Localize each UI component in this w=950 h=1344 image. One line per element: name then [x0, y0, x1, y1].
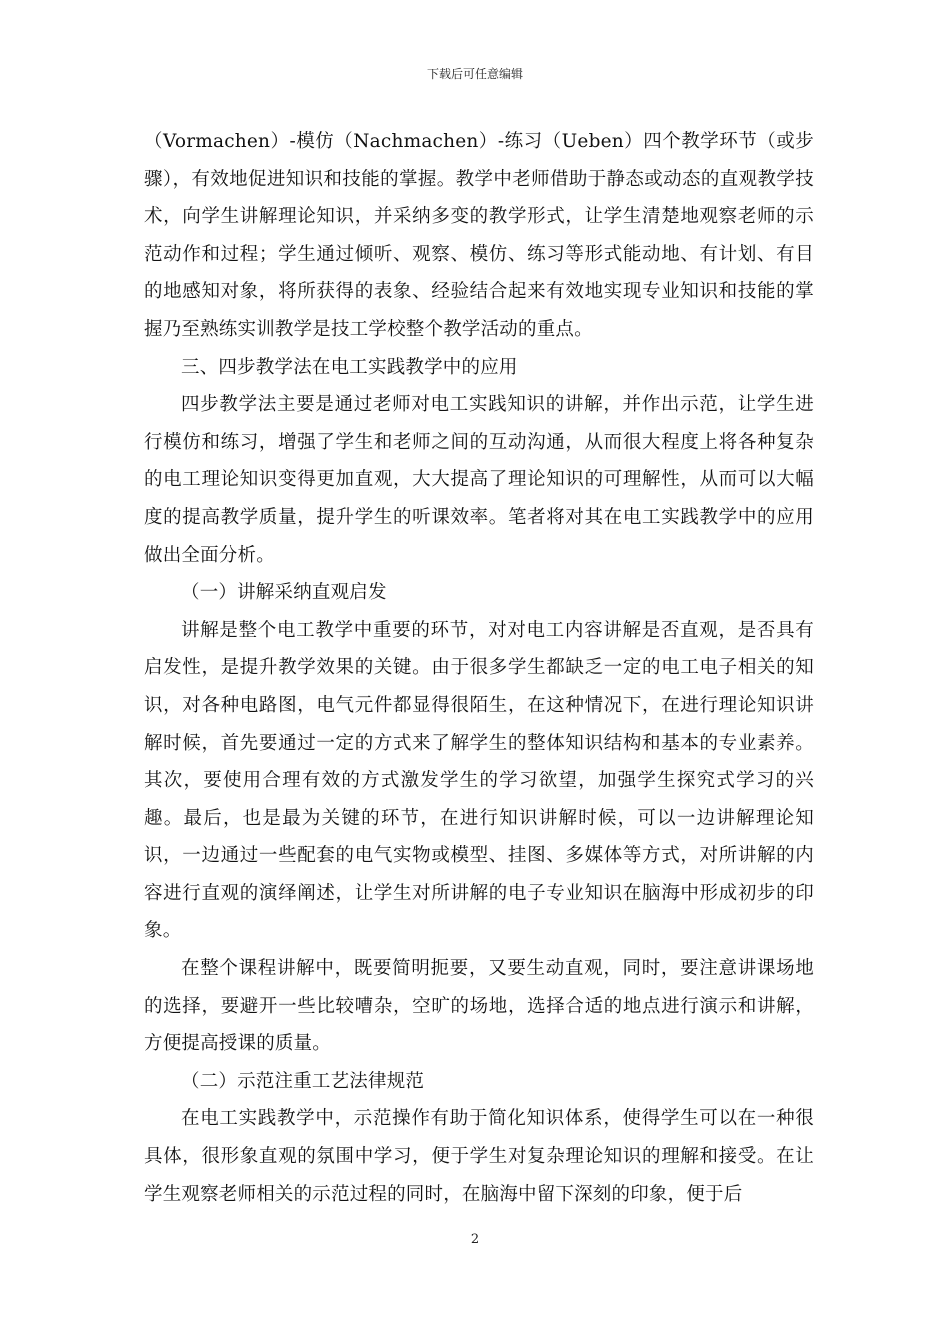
- subsection-heading-2: （二）示范注重工艺法律规范: [181, 1070, 425, 1092]
- subsection-heading-1: （一）讲解采纳直观启发: [181, 582, 387, 604]
- paragraph-section-intro: 四步教学法主要是通过老师对电工实践知识的讲解，并作出示范，让学生进行模仿和练习，增强了学生和老师之间的互动沟通，从而很大程度上将各种复杂的电工理论知识变得更加直观，大大提高了理论知识的可理解性，从而可以大幅度的提高教学质量，提升学生的听课效率。笔者将对其在电工实践教学中的应用做出全面分析。: [144, 394, 814, 566]
- paragraph-explanation: 讲解是整个电工教学中重要的环节，对对电工内容讲解是否直观，是否具有启发性，是提升教学效果的关键。由于很多学生都缺乏一定的电工电子相关的知识，对各种电路图，电气元件都显得很陌生，在这种情况下，在进行理论知识讲解时候，首先要通过一定的方式来了解学生的整体知识结构和基本的专业素养。其次，要使用合理有效的方式激发学生的学习欲望，加强学生探究式学习的兴趣。最后，也是最为关键的环节，在进行知识讲解时候，可以一边讲解理论知识，一边通过一些配套的电气实物或模型、挂图、多媒体等方式，对所讲解的内容进行直观的演绎阐述，让学生对所讲解的电子专业知识在脑海中形成初步的印象。: [144, 619, 814, 942]
- page-header: 下载后可任意编辑: [426, 67, 523, 81]
- paragraph-demonstration: 在电工实践教学中，示范操作有助于简化知识体系，使得学生可以在一种很具体，很形象直观的氛围中学习，便于学生对复杂理论知识的理解和接受。在让学生观察老师相关的示范过程的同时，在脑海中留下深刻的印象，便于后: [144, 1108, 814, 1205]
- page-number: 2: [470, 1232, 480, 1247]
- paragraph-course-explanation: 在整个课程讲解中，既要简明扼要，又要生动直观，同时，要注意讲课场地的选择，要避开一些比较嘈杂，空旷的场地，选择合适的地点进行演示和讲解，方便提高授课的质量。: [144, 958, 814, 1055]
- paragraph-continued: （Vormachen）-模仿（Nachmachen）-练习（Ueben）四个教学环节（或步骤），有效地促进知识和技能的掌握。教学中老师借助于静态或动态的直观教学技术，向学生讲解理论知识，并采纳多变的教学形式，让学生清楚地观察老师的示范动作和过程；学生通过倾听、观察、模仿、练习等形式能动地、有计划、有目的地感知对象，将所获得的表象、经验结合起来有效地实现专业知识和技能的掌握乃至熟练实训教学是技工学校整个教学活动的重点。: [144, 131, 814, 340]
- section-heading-3: 三、四步教学法在电工实践教学中的应用: [181, 356, 518, 378]
- document-body: [144, 123, 814, 1213]
